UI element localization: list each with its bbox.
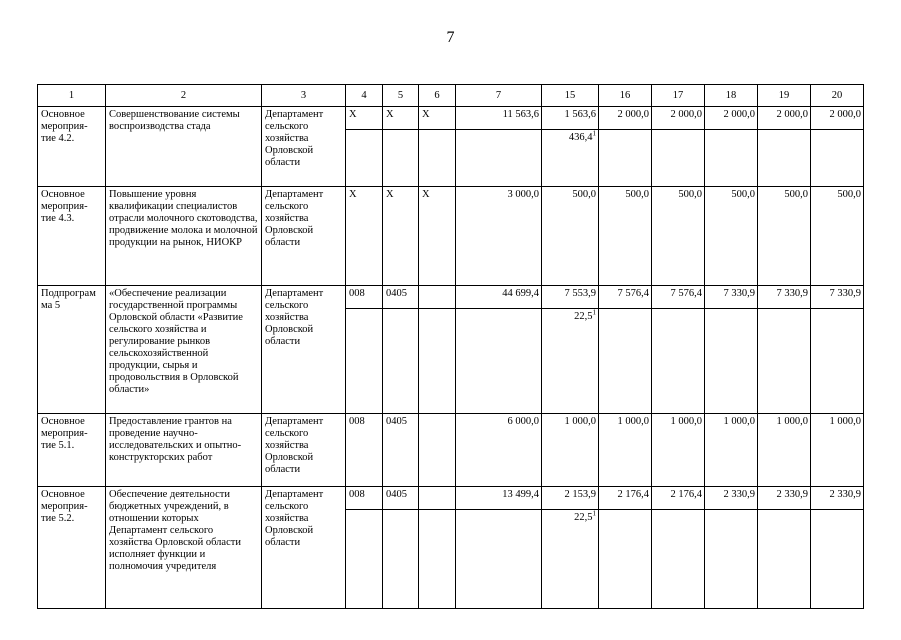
amount-cell-c16: 2 176,4 bbox=[599, 487, 652, 510]
column-header: 15 bbox=[542, 85, 599, 107]
row-department-cell: Департамент сельского хозяйства Орловской области bbox=[262, 107, 346, 187]
row-name-cell: Повышение уровня квалификации специалистов отрасли молочного скотоводства, продвижение молока и молочной продукции на рынок, НИОКР bbox=[106, 187, 262, 286]
row-code-cell: Основное мероприя-тие 4.2. bbox=[38, 107, 106, 187]
kbk-article-cell: Х bbox=[419, 187, 456, 286]
amount-cell-c19: 2 330,9 bbox=[758, 487, 811, 510]
empty-cell bbox=[705, 130, 758, 187]
amount-cell-c17: 500,0 bbox=[652, 187, 705, 286]
empty-cell bbox=[652, 130, 705, 187]
amount-cell-c18: 2 330,9 bbox=[705, 487, 758, 510]
amount-cell-c7: 3 000,0 bbox=[456, 187, 542, 286]
row-name-cell: «Обеспечение реализации государственной программы Орловской области «Развитие сельского хозяйства и регулирование рынков сельскохозяйственной продукции, сырья и продовольствия в Орловской области» bbox=[106, 286, 262, 414]
empty-cell bbox=[599, 510, 652, 609]
empty-cell bbox=[383, 309, 419, 414]
kbk-section-cell: 0405 bbox=[383, 487, 419, 510]
amount-cell-c15: 2 153,9 bbox=[542, 487, 599, 510]
table-row bbox=[38, 107, 864, 130]
column-header: 18 bbox=[705, 85, 758, 107]
empty-cell bbox=[599, 130, 652, 187]
empty-cell bbox=[456, 510, 542, 609]
sub-amount-value: 22,5 bbox=[574, 311, 593, 322]
empty-cell bbox=[346, 309, 383, 414]
empty-cell bbox=[652, 309, 705, 414]
empty-cell bbox=[758, 130, 811, 187]
kbk-section-cell: 0405 bbox=[383, 286, 419, 309]
amount-cell-c20: 500,0 bbox=[811, 187, 864, 286]
amount-cell-c18: 1 000,0 bbox=[705, 414, 758, 487]
footnote-mark: 1 bbox=[592, 129, 596, 138]
kbk-code-cell: 008 bbox=[346, 487, 383, 510]
kbk-section-cell: Х bbox=[383, 187, 419, 286]
amount-cell-c16: 1 000,0 bbox=[599, 414, 652, 487]
empty-cell bbox=[456, 130, 542, 187]
amount-cell-c16: 500,0 bbox=[599, 187, 652, 286]
empty-cell bbox=[811, 309, 864, 414]
amount-cell-c20: 7 330,9 bbox=[811, 286, 864, 309]
row-code-cell: Основное мероприя-тие 4.3. bbox=[38, 187, 106, 286]
amount-cell-c19: 500,0 bbox=[758, 187, 811, 286]
sub-amount-cell bbox=[542, 309, 599, 414]
empty-cell bbox=[758, 510, 811, 609]
column-header: 2 bbox=[106, 85, 262, 107]
page-number: 7 bbox=[446, 29, 455, 46]
column-header: 3 bbox=[262, 85, 346, 107]
empty-cell bbox=[758, 309, 811, 414]
row-code-cell: Основное мероприя-тие 5.2. bbox=[38, 487, 106, 609]
amount-cell-c15: 500,0 bbox=[542, 187, 599, 286]
empty-cell bbox=[811, 510, 864, 609]
row-name-cell: Совершенствование системы воспроизводства стада bbox=[106, 107, 262, 187]
amount-cell-c15: 1 563,6 bbox=[542, 107, 599, 130]
amount-cell-c7: 6 000,0 bbox=[456, 414, 542, 487]
amount-cell-c20: 1 000,0 bbox=[811, 414, 864, 487]
empty-cell bbox=[456, 309, 542, 414]
row-department-cell: Департамент сельского хозяйства Орловской области bbox=[262, 187, 346, 286]
sub-amount-cell bbox=[542, 130, 599, 187]
empty-cell bbox=[652, 510, 705, 609]
footnote-mark: 1 bbox=[592, 509, 596, 518]
amount-cell-c20: 2 330,9 bbox=[811, 487, 864, 510]
amount-cell-c19: 7 330,9 bbox=[758, 286, 811, 309]
header-row bbox=[38, 85, 864, 107]
empty-cell bbox=[705, 510, 758, 609]
empty-cell bbox=[419, 309, 456, 414]
table-row bbox=[38, 487, 864, 510]
amount-cell-c18: 7 330,9 bbox=[705, 286, 758, 309]
column-header: 4 bbox=[346, 85, 383, 107]
kbk-article-cell: Х bbox=[419, 107, 456, 130]
row-name-cell: Предоставление грантов на проведение научно-исследовательских и опытно-конструкторских работ bbox=[106, 414, 262, 487]
sub-amount-cell bbox=[542, 510, 599, 609]
row-code-cell: Подпрограм ма 5 bbox=[38, 286, 106, 414]
kbk-article-cell bbox=[419, 487, 456, 510]
row-department-cell: Департамент сельского хозяйства Орловской области bbox=[262, 286, 346, 414]
amount-cell-c19: 1 000,0 bbox=[758, 414, 811, 487]
budget-table bbox=[37, 84, 864, 609]
amount-cell-c16: 2 000,0 bbox=[599, 107, 652, 130]
empty-cell bbox=[811, 130, 864, 187]
amount-cell-c15: 1 000,0 bbox=[542, 414, 599, 487]
table-row bbox=[38, 414, 864, 487]
kbk-article-cell bbox=[419, 286, 456, 309]
row-code-cell: Основное мероприя-тие 5.1. bbox=[38, 414, 106, 487]
row-department-cell: Департамент сельского хозяйства Орловской области bbox=[262, 414, 346, 487]
kbk-article-cell bbox=[419, 414, 456, 487]
kbk-code-cell: Х bbox=[346, 187, 383, 286]
amount-cell-c15: 7 553,9 bbox=[542, 286, 599, 309]
amount-cell-c18: 2 000,0 bbox=[705, 107, 758, 130]
amount-cell-c20: 2 000,0 bbox=[811, 107, 864, 130]
row-name-cell: Обеспечение деятельности бюджетных учреждений, в отношении которых Департамент сельского хозяйства Орловской области исполняет функции и полномочия учредителя bbox=[106, 487, 262, 609]
column-header: 16 bbox=[599, 85, 652, 107]
amount-cell-c17: 2 000,0 bbox=[652, 107, 705, 130]
empty-cell bbox=[419, 510, 456, 609]
amount-cell-c18: 500,0 bbox=[705, 187, 758, 286]
amount-cell-c17: 7 576,4 bbox=[652, 286, 705, 309]
column-header: 5 bbox=[383, 85, 419, 107]
column-header: 19 bbox=[758, 85, 811, 107]
amount-cell-c7: 13 499,4 bbox=[456, 487, 542, 510]
sub-amount-value: 22,5 bbox=[574, 512, 593, 523]
row-department-cell: Департамент сельского хозяйства Орловской области bbox=[262, 487, 346, 609]
kbk-section-cell: Х bbox=[383, 107, 419, 130]
amount-cell-c19: 2 000,0 bbox=[758, 107, 811, 130]
column-header: 20 bbox=[811, 85, 864, 107]
kbk-code-cell: 008 bbox=[346, 286, 383, 309]
table-row bbox=[38, 187, 864, 286]
kbk-section-cell: 0405 bbox=[383, 414, 419, 487]
kbk-code-cell: 008 bbox=[346, 414, 383, 487]
amount-cell-c17: 2 176,4 bbox=[652, 487, 705, 510]
sub-amount-value: 436,4 bbox=[568, 132, 593, 143]
column-header: 17 bbox=[652, 85, 705, 107]
empty-cell bbox=[346, 130, 383, 187]
column-header: 7 bbox=[456, 85, 542, 107]
empty-cell bbox=[599, 309, 652, 414]
empty-cell bbox=[383, 510, 419, 609]
empty-cell bbox=[346, 510, 383, 609]
amount-cell-c16: 7 576,4 bbox=[599, 286, 652, 309]
column-header: 1 bbox=[38, 85, 106, 107]
column-header: 6 bbox=[419, 85, 456, 107]
empty-cell bbox=[383, 130, 419, 187]
kbk-code-cell: Х bbox=[346, 107, 383, 130]
empty-cell bbox=[705, 309, 758, 414]
footnote-mark: 1 bbox=[592, 308, 596, 317]
amount-cell-c17: 1 000,0 bbox=[652, 414, 705, 487]
empty-cell bbox=[419, 130, 456, 187]
amount-cell-c7: 44 699,4 bbox=[456, 286, 542, 309]
table-row bbox=[38, 286, 864, 309]
amount-cell-c7: 11 563,6 bbox=[456, 107, 542, 130]
